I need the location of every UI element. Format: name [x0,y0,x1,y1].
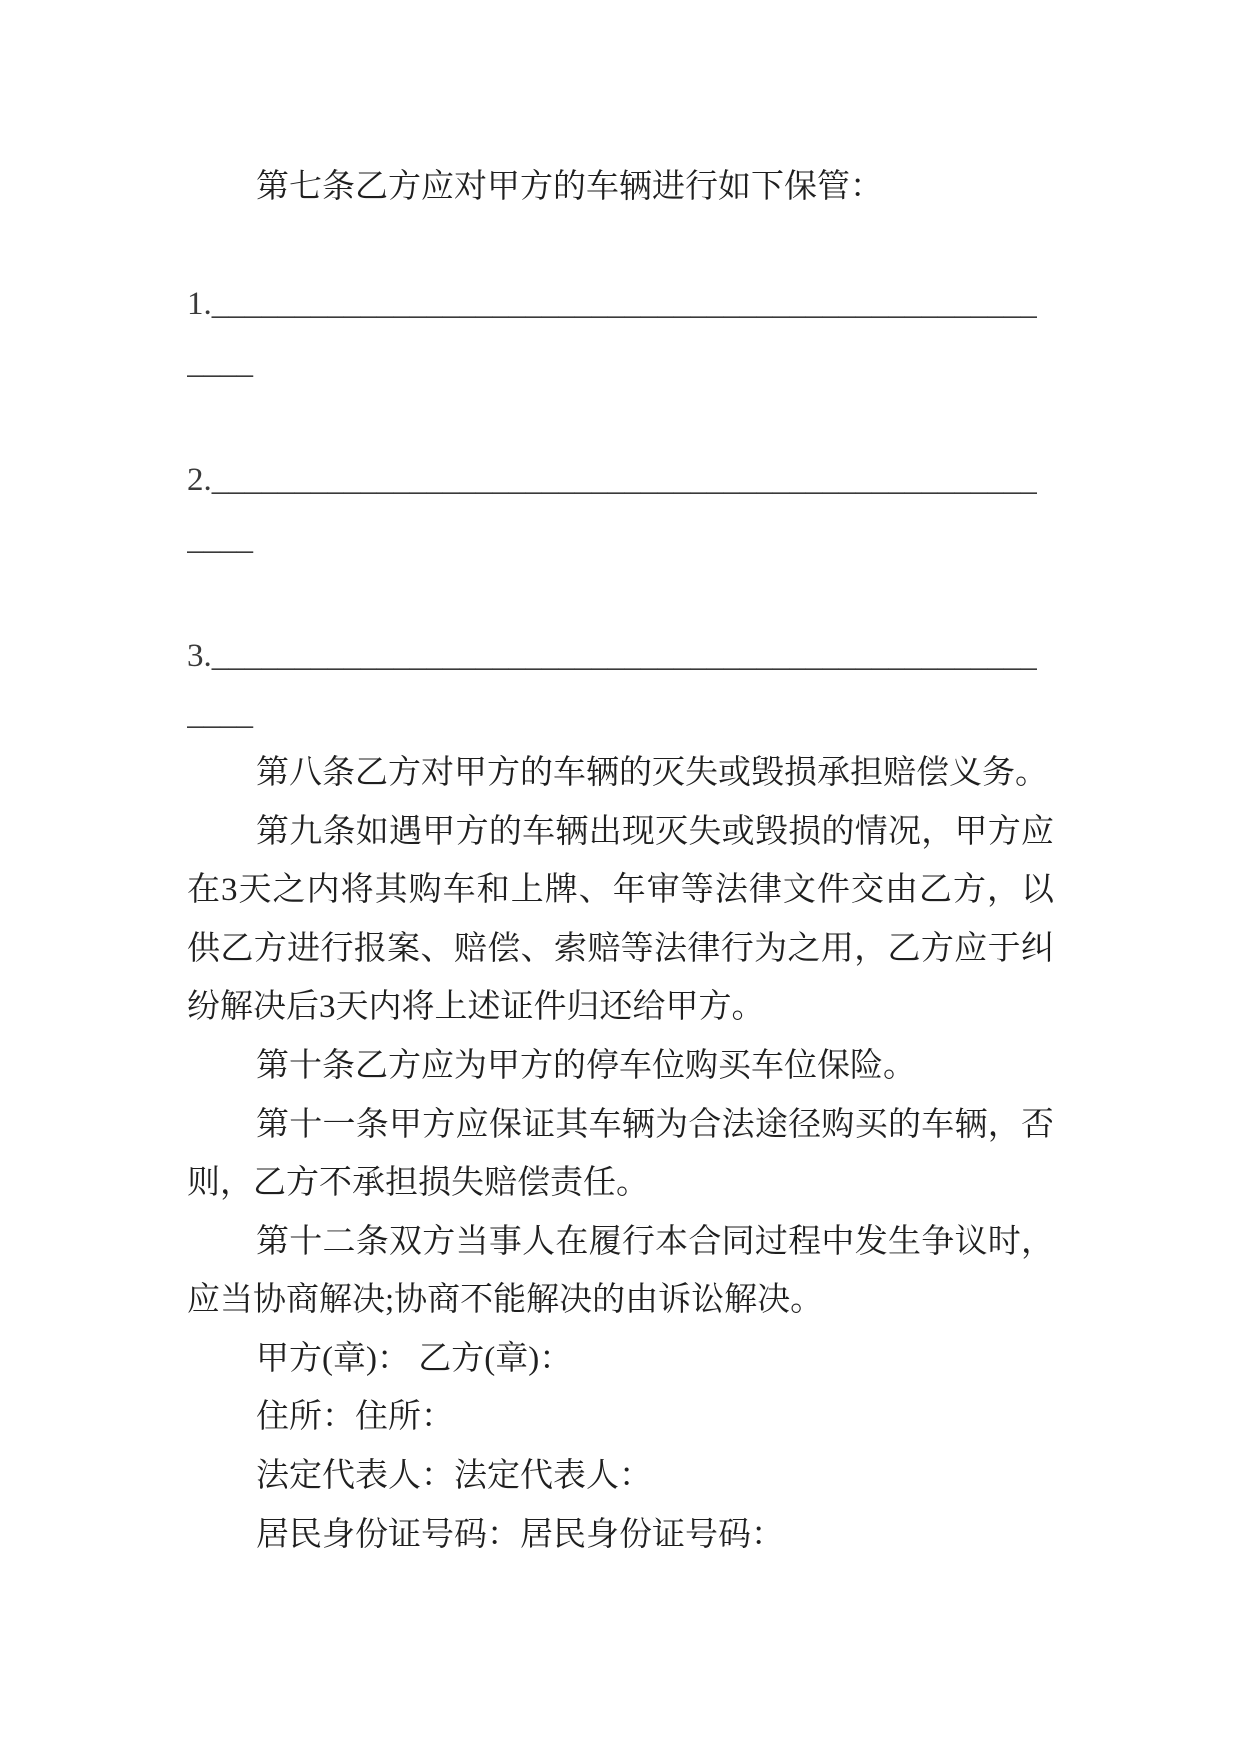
clause-9-line-1: 第九条如遇甲方的车辆出现灭失或毁损的情况，甲方应 [256,813,1054,850]
clause-10-line-1: 第十条乙方应为甲方的停车位购买车位保险。 [256,1047,916,1084]
signature-legal-rep-line: 法定代表人：法定代表人： [256,1458,652,1495]
clause-8-line-1: 第八条乙方对甲方的车辆的灭失或毁损承担赔偿义务。 [256,754,1048,791]
empty-line [187,392,1054,451]
clause-7-heading: 第七条乙方应对甲方的车辆进行如下保管： [256,169,883,205]
clause-9-line-2: 在3天之内将其购车和上牌、年审等法律文件交由乙方，以 [187,872,1054,909]
empty-line [187,568,1054,627]
clause-12-line-1: 第十二条双方当事人在履行本合同过程中发生争议时， [256,1223,1054,1260]
clause-9-line-4: 纷解决后3天内将上述证件归还给甲方。 [187,989,765,1026]
clause-7-item-2-line-2: ____ [187,520,253,557]
clause-12-line-2: 应当协商解决;协商不能解决的由诉讼解决。 [187,1282,824,1319]
clause-7-item-3-line-1: 3.__________________________________________________ [187,637,1037,674]
signature-address-line: 住所：住所： [256,1399,454,1436]
signature-id-number-line: 居民身份证号码：居民身份证号码： [256,1516,784,1553]
clause-7-item-1-line-1: 1.__________________________________________________ [187,286,1037,323]
clause-7-item-2-line-1: 2.__________________________________________________ [187,461,1037,498]
clause-7-item-3-line-2: ____ [187,696,253,733]
clause-11-line-2: 则，乙方不承担损失赔偿责任。 [187,1165,649,1202]
empty-line [187,217,1054,276]
clause-7-item-1-line-2: ____ [187,344,253,381]
contract-body [187,158,1054,1564]
clause-11-line-1: 第十一条甲方应保证其车辆为合法途径购买的车辆，否 [256,1106,1054,1143]
signature-seal-line: 甲方(章)： 乙方(章)： [256,1340,573,1377]
clause-9-line-3: 供乙方进行报案、赔偿、索赔等法律行为之用，乙方应于纠 [187,930,1054,967]
